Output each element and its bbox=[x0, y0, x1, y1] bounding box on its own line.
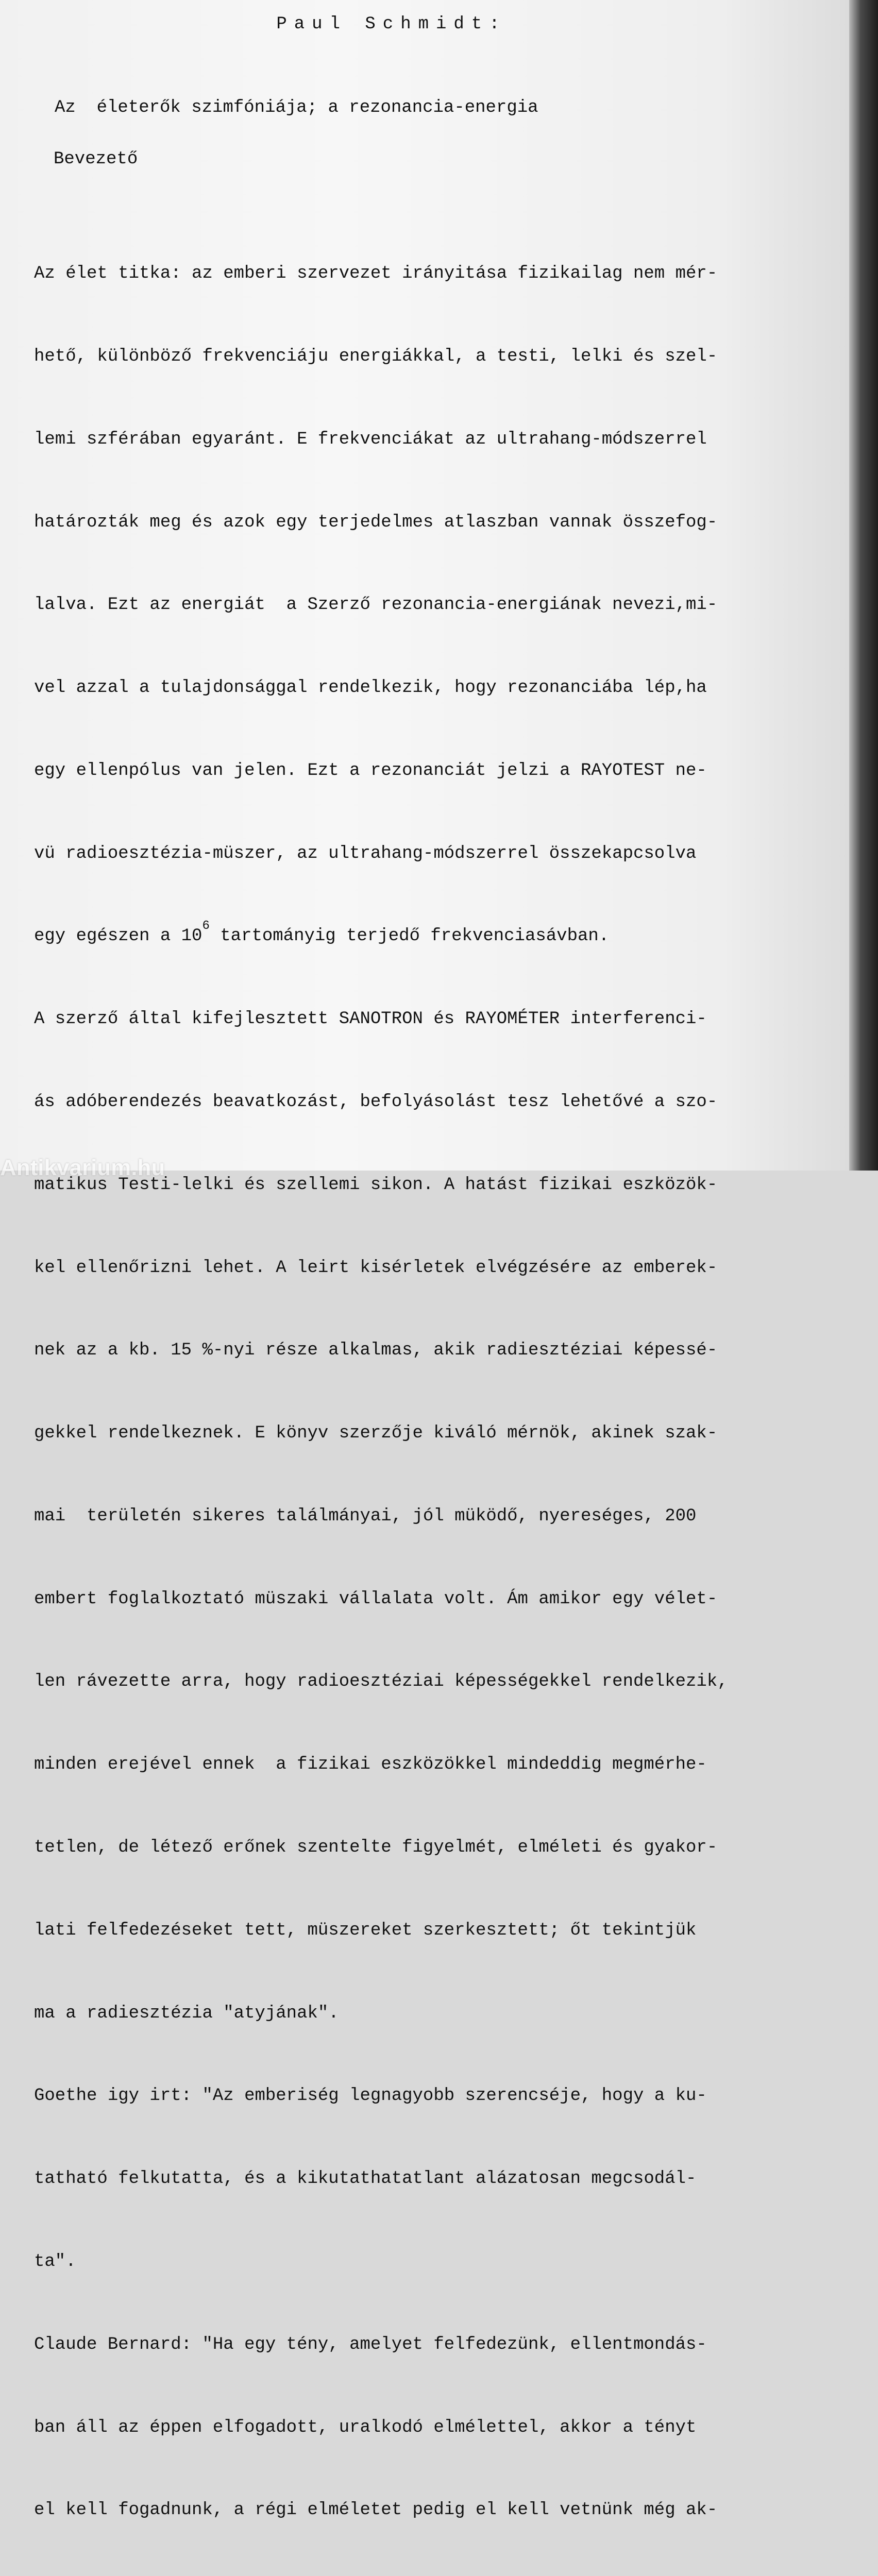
section-heading: Bevezető bbox=[54, 149, 138, 169]
body-text bbox=[34, 205, 781, 2576]
text-line: matikus Testi-lelki és szellemi sikon. A hatást fizikai eszközök- bbox=[34, 1175, 718, 1195]
text-line-with-exponent bbox=[34, 919, 781, 951]
text-line: Claude Bernard: "Ha egy tény, amelyet felfedezünk, ellentmondás- bbox=[34, 2334, 707, 2354]
author-heading: Paul Schmidt: bbox=[276, 14, 507, 34]
watermark-logo: Antikvarium.hu bbox=[0, 1155, 165, 1180]
text-line: egy ellenpólus van jelen. Ezt a rezonanciát jelzi a RAYOTEST ne- bbox=[34, 760, 707, 781]
text-line: lati felfedezéseket tett, müszereket szerkesztett; őt tekintjük bbox=[34, 1920, 697, 1940]
text-line: ás adóberendezés beavatkozást, befolyásolást tesz lehetővé a szo- bbox=[34, 1092, 718, 1112]
text-line: vel azzal a tulajdonsággal rendelkezik, hogy rezonanciába lép,ha bbox=[34, 678, 707, 698]
text-line: A szerző által kifejlesztett SANOTRON és RAYOMÉTER interferenci- bbox=[34, 1009, 707, 1029]
text-line: Goethe igy irt: "Az emberiség legnagyobb szerencséje, hogy a ku- bbox=[34, 2086, 707, 2106]
text-line: ma a radiesztézia "atyjának". bbox=[34, 2003, 339, 2023]
text-line: kel ellenőrizni lehet. A leirt kisérletek elvégzésére az emberek- bbox=[34, 1258, 718, 1278]
text-line: minden erejével ennek a fizikai eszközökkel mindeddig megmérhe- bbox=[34, 1755, 707, 1775]
text-line: hető, különböző frekvenciáju energiákkal, a testi, lelki és szel- bbox=[34, 346, 718, 366]
text-line: tetlen, de létező erőnek szentelte figyelmét, elméleti és gyakor- bbox=[34, 1838, 718, 1858]
text-line: ta". bbox=[34, 2251, 76, 2272]
text-line: lalva. Ezt az energiát a Szerző rezonancia-energiának nevezi,mi- bbox=[34, 595, 718, 615]
text-line: tatható felkutatta, és a kikutathatatlant alázatosan megcsodál- bbox=[34, 2169, 697, 2189]
text-line-tail: tartományig terjedő frekvenciasávban. bbox=[209, 926, 610, 946]
text-line-head: egy egészen a 10 bbox=[34, 926, 202, 946]
text-line: el kell fogadnunk, a régi elméletet pedig el kell vetnünk még ak- bbox=[34, 2500, 718, 2520]
text-line: nek az a kb. 15 %-nyi része alkalmas, akik radiesztéziai képessé- bbox=[34, 1341, 718, 1361]
document-title: Az életerők szimfóniája; a rezonancia-energia bbox=[55, 98, 538, 117]
exponent: 6 bbox=[202, 919, 210, 934]
text-line: gekkel rendelkeznek. E könyv szerzője kiváló mérnök, akinek szak- bbox=[34, 1423, 718, 1444]
text-line: lemi szférában egyaránt. E frekvenciákat az ultrahang-módszerrel bbox=[34, 429, 707, 449]
text-line: embert foglalkoztató müszaki vállalata volt. Ám amikor egy vélet- bbox=[34, 1589, 718, 1609]
text-line: határozták meg és azok egy terjedelmes atlaszban vannak összefog- bbox=[34, 512, 718, 532]
text-line: len rávezette arra, hogy radioesztéziai képességekkel rendelkezik, bbox=[34, 1672, 728, 1692]
text-line: mai területén sikeres találmányai, jól müködő, nyereséges, 200 bbox=[34, 1506, 697, 1526]
text-line: vü radioesztézia-müszer, az ultrahang-módszerrel összekapcsolva bbox=[34, 843, 697, 863]
page-edge-shadow bbox=[849, 0, 878, 1171]
text-line: ban áll az éppen elfogadott, uralkodó elmélettel, akkor a tényt bbox=[34, 2417, 697, 2437]
text-line: Az élet titka: az emberi szervezet irányitása fizikailag nem mér- bbox=[34, 264, 718, 284]
